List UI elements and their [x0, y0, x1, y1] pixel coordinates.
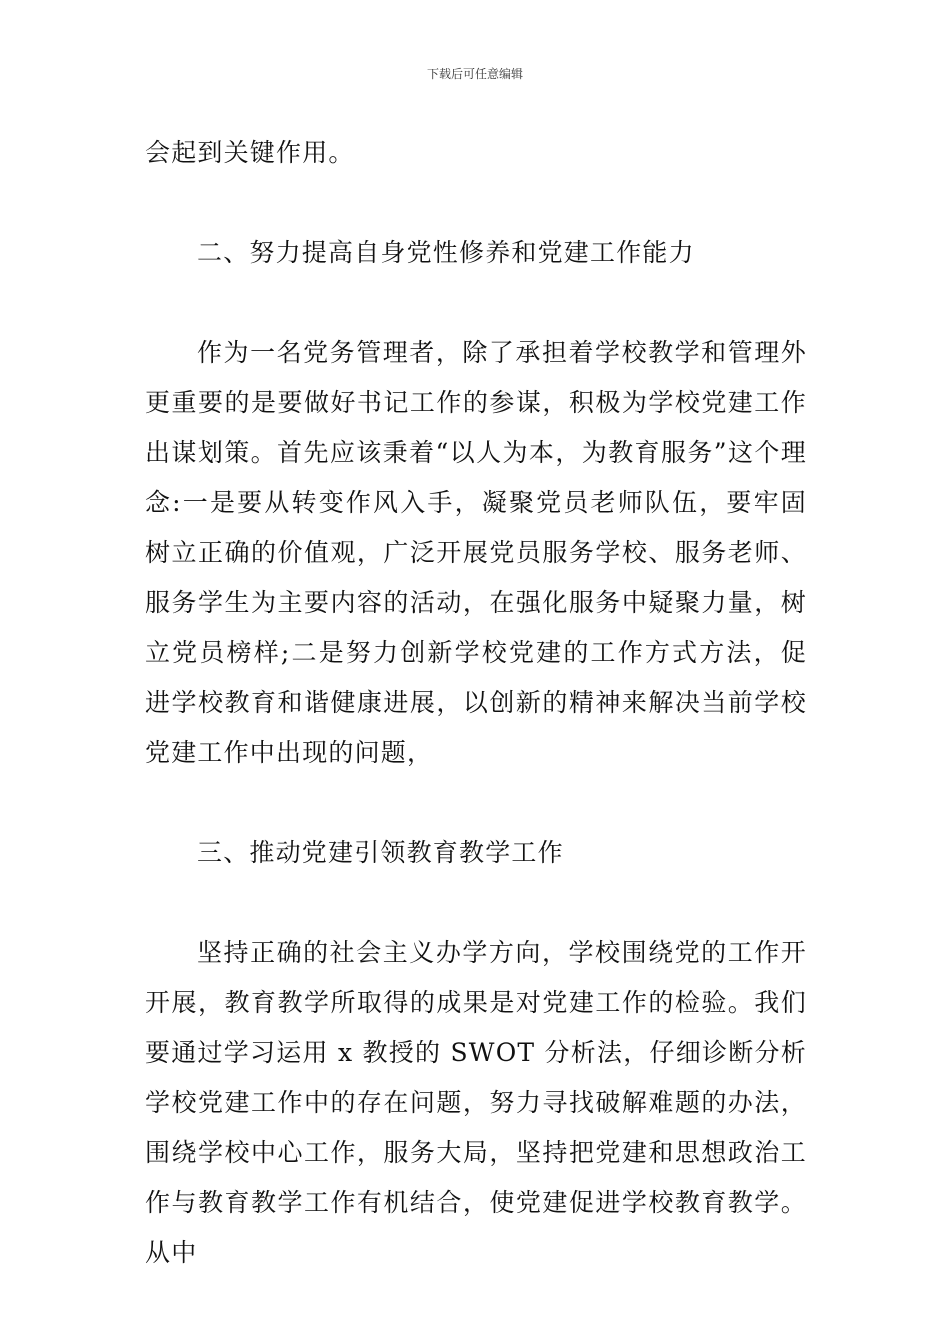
paragraph-teaching-work: 坚持正确的社会主义办学方向，学校围绕党的工作开开展，教育教学所取得的成果是对党建工作的检验。我们要通过学习运用 x 教授的 SWOT 分析法，仔细诊断分析学校党建工作中的存在问题，努力寻找破解难题的办法，围绕学校中心工作，服务大局，坚持把党建和思想政治工作与教育教学工作有机结合，使党建促进学校教育教学。从中: [145, 938, 807, 1267]
document-body: [145, 128, 807, 1278]
page-header-note: 下载后可任意编辑: [426, 67, 523, 81]
paragraph-party-affairs: 作为一名党务管理者，除了承担着学校教学和管理外更重要的是要做好书记工作的参谋，积极为学校党建工作出谋划策。首先应该秉着“以人为本，为教育服务”这个理念:一是要从转变作风入手，凝聚党员老师队伍，要牢固树立正确的价值观，广泛开展党员服务学校、服务老师、服务学生为主要内容的活动，在强化服务中疑聚力量，树立党员榜样;二是努力创新学校党建的工作方式方法，促进学校教育和谐健康进展，以创新的精神来解决当前学校党建工作中出现的问题，: [145, 338, 807, 767]
paragraph-continuation: 会起到关键作用。: [145, 138, 355, 167]
paragraph-gap: [145, 178, 807, 228]
section-heading-2: 二、努力提高自身党性修养和党建工作能力: [197, 238, 695, 267]
section-heading-3: 三、推动党建引领教育教学工作: [197, 838, 564, 867]
paragraph-gap: [145, 278, 807, 328]
paragraph-gap: [145, 778, 807, 828]
paragraph-gap: [145, 878, 807, 928]
